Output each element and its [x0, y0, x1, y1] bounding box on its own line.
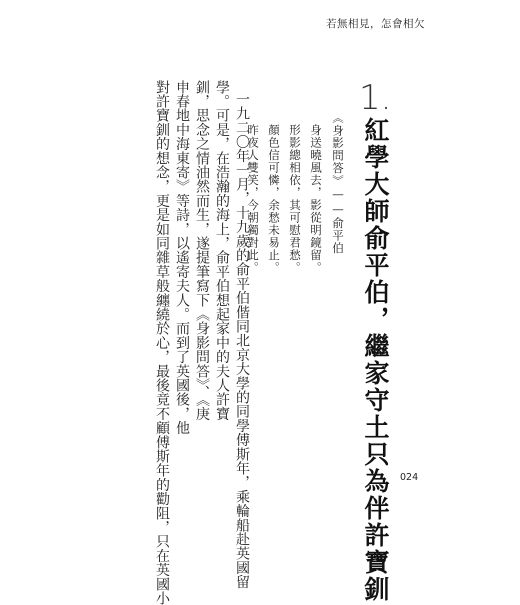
- running-header: 若無相見，怎會相欠: [326, 18, 425, 30]
- body-line: 釧，思念之情油然而生，遂提筆寫下《身影問答》、《庚: [194, 80, 210, 421]
- page-number: 024: [400, 472, 419, 483]
- body-line: 申春地中海東寄》等詩，以遙寄夫人。而到了英國後，他: [174, 80, 190, 435]
- body-line: 對許寶釧的想念，更是如同雜草般纏繞於心，最後竟不顧傅斯年的勸阻，只在英國小: [154, 80, 170, 605]
- body-line: 學。可是，在浩瀚的海上，俞平伯想起家中的夫人許寶: [214, 80, 230, 421]
- chapter-title: 紅學大師俞平伯，繼家守土只為伴許寶釧: [361, 117, 390, 603]
- body-line: 一九二〇年一月，十九歲的俞平伯偕同北京大學的同學傅斯年，乘輪船赴英國留: [234, 92, 250, 589]
- poem-title: 《身影問答》——俞平伯: [331, 112, 345, 255]
- poem-line: 顏色信可憐，余愁未易止。: [267, 124, 281, 274]
- poem-line: 昨夜人雙笑，今朝獨對此。: [246, 124, 260, 274]
- poem-line: 形影總相依，其可慰君愁。: [288, 124, 302, 274]
- chapter-number: 1.: [359, 78, 392, 118]
- poem-line: 身送曉風去，影從明鏡留。: [309, 124, 323, 274]
